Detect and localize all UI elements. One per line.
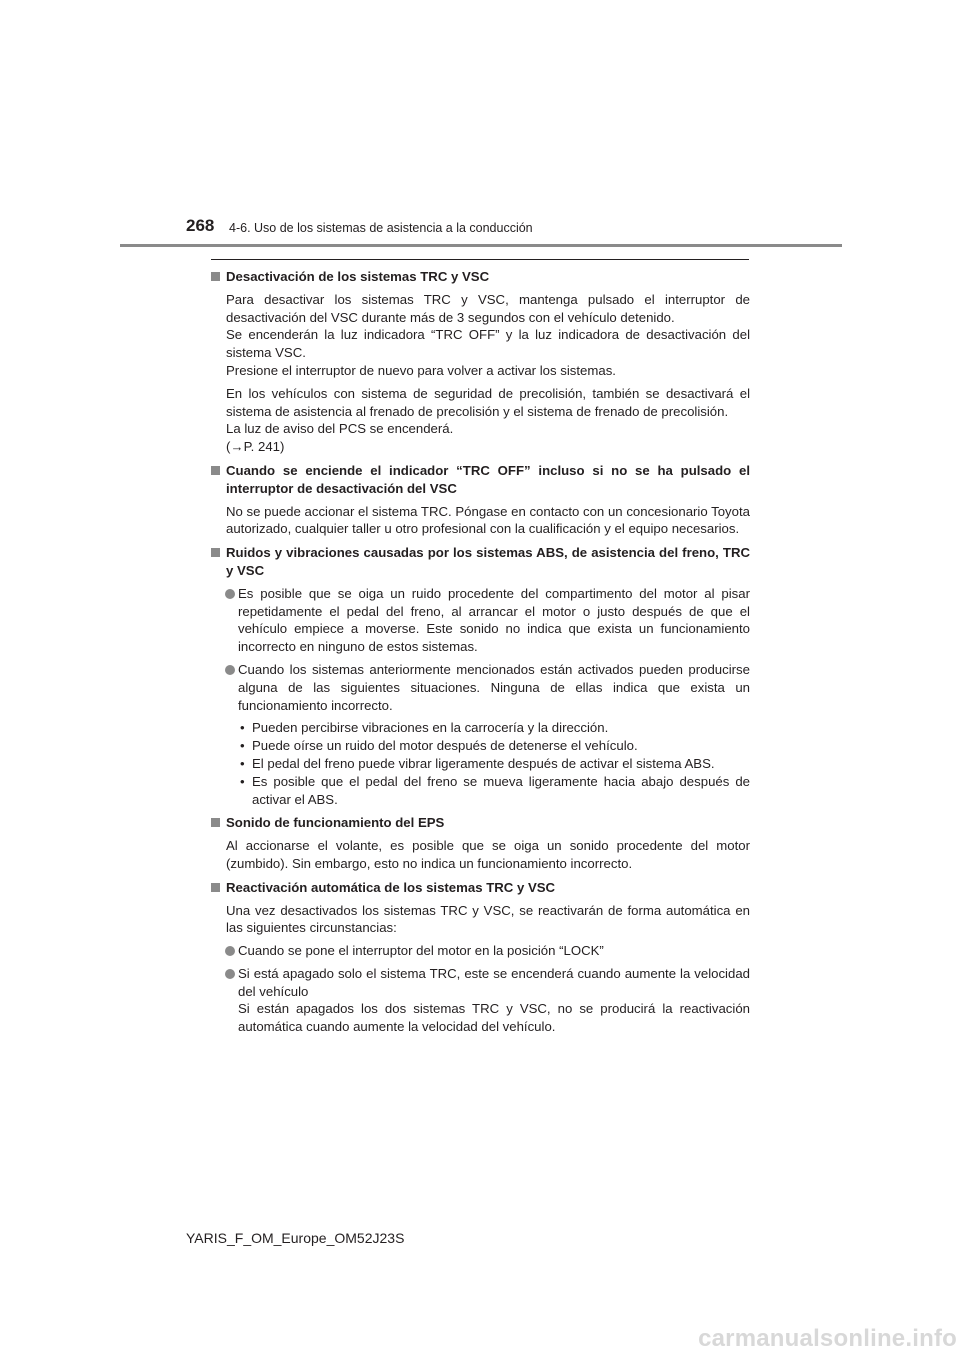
section-heading xyxy=(211,879,750,897)
section-heading xyxy=(211,544,750,580)
text-line: Para desactivar los sistemas TRC y VSC, mantenga pulsado el interruptor de desactivación del VSC durante más de 3 segundos con el vehículo detenido. xyxy=(226,291,750,325)
sub-list-item-text: Pueden percibirse vibraciones en la carrocería y la dirección. xyxy=(252,720,609,736)
list-item-text: Cuando se pone el interruptor del motor en la posición “LOCK” xyxy=(238,943,604,959)
section-heading xyxy=(211,462,750,498)
sub-list-item-text: Es posible que el pedal del freno se mueva ligeramente hacia abajo después de activar el ABS. xyxy=(252,773,750,807)
list-item-note: Si están apagados los dos sistemas TRC y VSC, no se producirá la reactivación automática cuando aumente la velocidad del vehículo. xyxy=(238,1001,750,1035)
list-item xyxy=(211,965,750,1036)
sub-list-item-text: El pedal del freno puede vibrar ligeramente después de activar el sistema ABS. xyxy=(252,755,715,771)
heading-text: Reactivación automática de los sistemas TRC y VSC xyxy=(226,879,556,895)
small-bullet-icon: • xyxy=(240,773,245,789)
square-bullet-icon xyxy=(211,883,220,892)
paragraph xyxy=(211,837,750,873)
section-divider xyxy=(211,259,749,260)
text-line: No se puede accionar el sistema TRC. Póngase en contacto con un concesionario Toyota autorizado, cualquier taller u otro profesional con la cualificación y el equipo necesarios. xyxy=(226,503,750,537)
section-heading xyxy=(211,814,750,832)
text-line: La luz de aviso del PCS se encenderá. xyxy=(226,421,454,437)
list-item xyxy=(211,661,750,714)
list-item xyxy=(211,942,750,960)
list-item-text: Si está apagado solo el sistema TRC, este se encenderá cuando aumente la velocidad del vehículo xyxy=(238,965,750,999)
text-line: Presione el interruptor de nuevo para volver a activar los sistemas. xyxy=(226,362,616,378)
text-line: Se encenderán la luz indicadora “TRC OFF” y la luz indicadora de desactivación del sistema VSC. xyxy=(226,327,750,361)
circle-bullet-icon xyxy=(225,969,235,979)
section-heading xyxy=(211,268,750,286)
heading-text: Cuando se enciende el indicador “TRC OFF” incluso si no se ha pulsado el interruptor de desactivación del VSC xyxy=(226,462,750,496)
watermark: carmanualsonline.info xyxy=(698,1325,957,1352)
sub-list-item-text: Puede oírse un ruido del motor después de detenerse el vehículo. xyxy=(252,738,638,754)
list-item-text: Es posible que se oiga un ruido procedente del compartimento del motor al pisar repetidamente el pedal del freno, al arrancar el motor o justo después de que el vehículo empiece a moverse. Este sonido no indica que exista un funcionamiento incorrecto en ninguno de estos sistemas. xyxy=(238,585,750,655)
document-code: YARIS_F_OM_Europe_OM52J23S xyxy=(186,1230,405,1246)
sub-list xyxy=(211,719,750,808)
square-bullet-icon xyxy=(211,466,220,475)
paragraph xyxy=(211,385,750,456)
small-bullet-icon: • xyxy=(240,738,245,754)
heading-text: Desactivación de los sistemas TRC y VSC xyxy=(226,269,490,284)
small-bullet-icon: • xyxy=(240,720,245,736)
circle-bullet-icon xyxy=(225,665,235,675)
page-number: 268 xyxy=(186,216,215,235)
paragraph xyxy=(211,503,750,539)
header-divider xyxy=(120,244,842,247)
text-line: En los vehículos con sistema de seguridad de precolisión, también se desactivará el sistema de asistencia al frenado de precolisión y el sistema de frenado de precolisión. xyxy=(226,385,750,419)
text-line: Al accionarse el volante, es posible que se oiga un sonido procedente del motor (zumbido). Sin embargo, esto no indica un funcionamiento incorrecto. xyxy=(226,838,750,871)
heading-text: Sonido de funcionamiento del EPS xyxy=(226,815,445,831)
sub-list-item xyxy=(238,773,750,809)
sub-list-item xyxy=(238,719,750,737)
sub-list-item xyxy=(238,737,750,755)
paragraph xyxy=(211,291,750,380)
circle-bullet-icon xyxy=(225,946,235,956)
chapter-title: 4-6. Uso de los sistemas de asistencia a la conducción xyxy=(229,221,533,235)
list-item xyxy=(211,585,750,656)
square-bullet-icon xyxy=(211,272,220,281)
sub-list-item xyxy=(238,755,750,773)
page-reference: (→P. 241) xyxy=(226,439,285,455)
paragraph xyxy=(211,902,750,938)
list-item-text: Cuando los sistemas anteriormente mencionados están activados pueden producirse alguna de las siguientes situaciones. Ninguna de ellas indica que exista un funcionamiento incorrecto. xyxy=(238,661,750,713)
small-bullet-icon: • xyxy=(240,755,245,771)
page-content xyxy=(211,268,750,1036)
square-bullet-icon xyxy=(211,548,220,557)
circle-bullet-icon xyxy=(225,589,235,599)
square-bullet-icon xyxy=(211,818,220,827)
heading-text: Ruidos y vibraciones causadas por los sistemas ABS, de asistencia del freno, TRC y VSC xyxy=(226,545,750,578)
text-line: Una vez desactivados los sistemas TRC y VSC, se reactivarán de forma automática en las siguientes circunstancias: xyxy=(226,902,750,936)
